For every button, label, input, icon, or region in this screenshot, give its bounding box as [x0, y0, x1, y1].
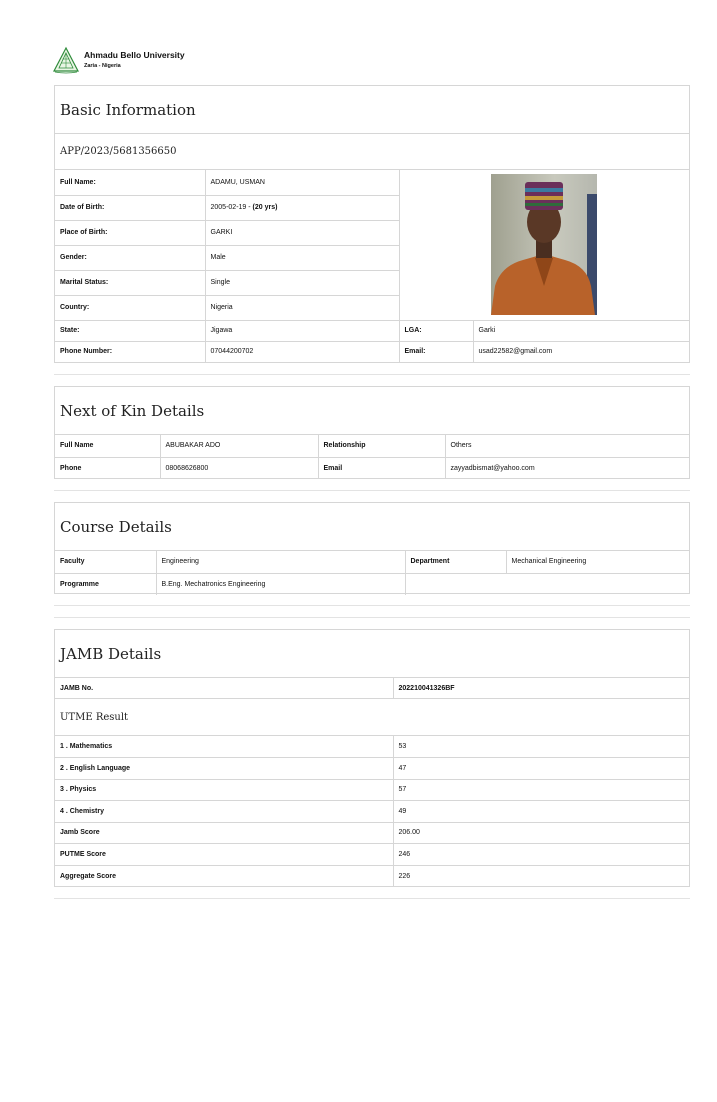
subject-score: 49 [393, 801, 689, 823]
table-row [55, 435, 689, 457]
university-location: Zaria - Nigeria [84, 63, 121, 69]
applicant-photo [491, 174, 597, 315]
course-details-title: Course Details [55, 503, 689, 551]
email-value: usad22582@gmail.com [473, 341, 689, 362]
table-row [55, 678, 689, 698]
table-row [55, 844, 689, 866]
basic-information-table [55, 170, 689, 362]
kin-relationship-value: Others [445, 435, 689, 457]
table-row [55, 457, 689, 479]
date-of-birth-label: Date of Birth: [55, 195, 205, 220]
subject-name: 2 . English Language [55, 758, 393, 780]
jamb-details-title: JAMB Details [55, 630, 689, 678]
table-row [55, 801, 689, 823]
basic-information-title: Basic Information [55, 86, 689, 134]
jamb-number-label: JAMB No. [55, 678, 393, 698]
lga-value: Garki [473, 320, 689, 341]
table-row [55, 573, 689, 595]
kin-phone-value: 08068626800 [160, 457, 318, 479]
jamb-details-section [54, 629, 690, 887]
gender-label: Gender: [55, 245, 205, 270]
putme-score-label: PUTME Score [55, 844, 393, 866]
course-details-section [54, 502, 690, 594]
table-row [55, 320, 689, 341]
divider [54, 898, 690, 899]
table-row [55, 341, 689, 362]
divider [54, 374, 690, 375]
table-row [55, 758, 689, 780]
subject-score: 57 [393, 779, 689, 801]
age-value: (20 yrs) [252, 204, 278, 211]
gender-value: Male [205, 245, 399, 270]
state-label: State: [55, 320, 205, 341]
subject-score: 47 [393, 758, 689, 780]
table-row [55, 865, 689, 887]
divider [54, 490, 690, 491]
jamb-score-value: 206.00 [393, 822, 689, 844]
kin-name-value: ABUBAKAR ADO [160, 435, 318, 457]
aggregate-score-value: 226 [393, 865, 689, 887]
phone-number-label: Phone Number: [55, 341, 205, 362]
programme-value: B.Eng. Mechatronics Engineering [156, 573, 405, 595]
divider [54, 605, 690, 606]
putme-score-value: 246 [393, 844, 689, 866]
course-details-table [55, 551, 689, 595]
jamb-number-table [55, 678, 689, 698]
kin-phone-label: Phone [55, 457, 160, 479]
marital-status-label: Marital Status: [55, 270, 205, 295]
utme-result-table [55, 736, 689, 887]
subject-name: 3 . Physics [55, 779, 393, 801]
university-name: Ahmadu Bello University [84, 50, 185, 60]
department-value: Mechanical Engineering [506, 551, 689, 573]
divider [54, 617, 690, 618]
jamb-number-value: 202210041326BF [393, 678, 689, 698]
place-of-birth-value: GARKI [205, 220, 399, 245]
email-label: Email: [399, 341, 473, 362]
subject-score: 53 [393, 736, 689, 758]
photo-cell [399, 170, 689, 320]
full-name-label: Full Name: [55, 170, 205, 195]
lga-label: LGA: [399, 320, 473, 341]
country-value: Nigeria [205, 295, 399, 320]
subject-name: 4 . Chemistry [55, 801, 393, 823]
table-row [55, 822, 689, 844]
jamb-score-label: Jamb Score [55, 822, 393, 844]
marital-status-value: Single [205, 270, 399, 295]
page-header [52, 46, 185, 74]
empty-cell [405, 573, 689, 595]
table-row [55, 170, 689, 195]
faculty-label: Faculty [55, 551, 156, 573]
kin-relationship-label: Relationship [318, 435, 445, 457]
university-logo [52, 46, 80, 74]
table-row [55, 779, 689, 801]
phone-number-value: 07044200702 [205, 341, 399, 362]
state-value: Jigawa [205, 320, 399, 341]
aggregate-score-label: Aggregate Score [55, 865, 393, 887]
kin-name-label: Full Name [55, 435, 160, 457]
date-of-birth-value [205, 195, 399, 220]
country-label: Country: [55, 295, 205, 320]
next-of-kin-section [54, 386, 690, 479]
basic-information-section [54, 85, 690, 363]
next-of-kin-table [55, 435, 689, 479]
application-number: APP/2023/5681356650 [55, 134, 689, 170]
kin-email-value: zayyadbismat@yahoo.com [445, 457, 689, 479]
date-of-birth-date: 2005-02-19 - [210, 204, 253, 211]
place-of-birth-label: Place of Birth: [55, 220, 205, 245]
faculty-value: Engineering [156, 551, 405, 573]
subject-name: 1 . Mathematics [55, 736, 393, 758]
kin-email-label: Email [318, 457, 445, 479]
programme-label: Programme [55, 573, 156, 595]
table-row [55, 551, 689, 573]
utme-result-title: UTME Result [55, 698, 689, 736]
full-name-value: ADAMU, USMAN [205, 170, 399, 195]
table-row [55, 736, 689, 758]
department-label: Department [405, 551, 506, 573]
next-of-kin-title: Next of Kin Details [55, 387, 689, 435]
